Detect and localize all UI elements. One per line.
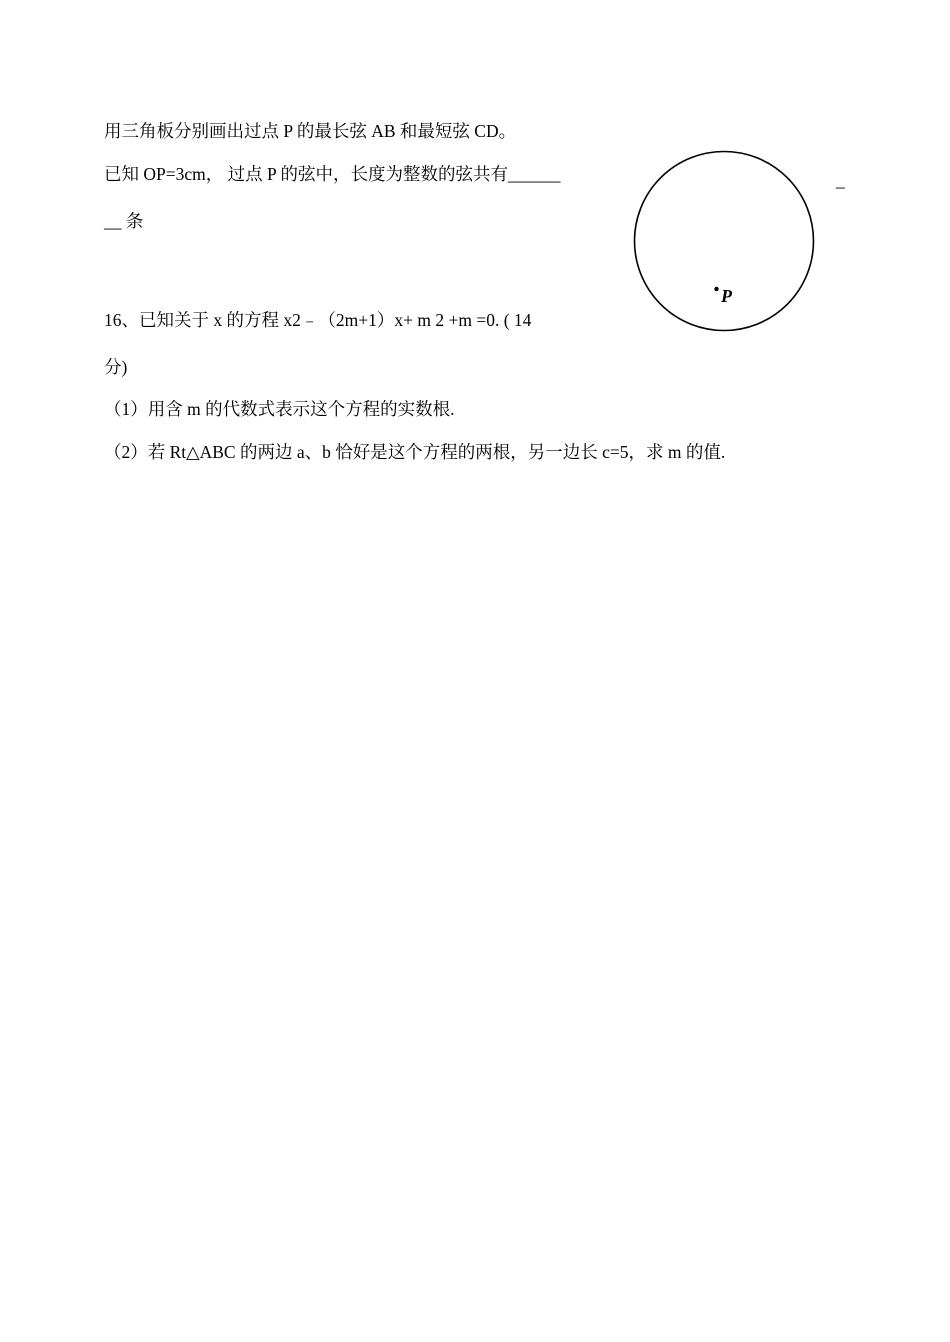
problem-16-part-2: （2）若 Rt△ABC 的两边 a、b 恰好是这个方程的两根，另一边长 c=5，求 m 的值. bbox=[104, 442, 726, 462]
problem-16-statement-continued: 分) bbox=[104, 357, 128, 377]
point-p-dot bbox=[714, 287, 718, 291]
problem-15-instruction: 用三角板分别画出过点 P 的最长弦 AB 和最短弦 CD。 bbox=[104, 121, 517, 141]
problem-15-question-continued: __ 条 bbox=[104, 211, 144, 231]
circle-figure bbox=[630, 148, 820, 338]
point-p-label: P bbox=[721, 286, 732, 306]
problem-16-part-1: （1）用含 m 的代数式表示这个方程的实数根. bbox=[104, 399, 455, 419]
problem-15-question: 已知 OP=3cm， 过点 P 的弦中，长度为整数的弦共有______ bbox=[104, 164, 561, 184]
problem-16-statement: 16、已知关于 x 的方程 x2﹣（2m+1）x+ m 2 +m =0. ( 14 bbox=[104, 310, 532, 330]
stray-underline-mark: _ bbox=[836, 170, 845, 190]
circle-diagram bbox=[630, 148, 820, 338]
